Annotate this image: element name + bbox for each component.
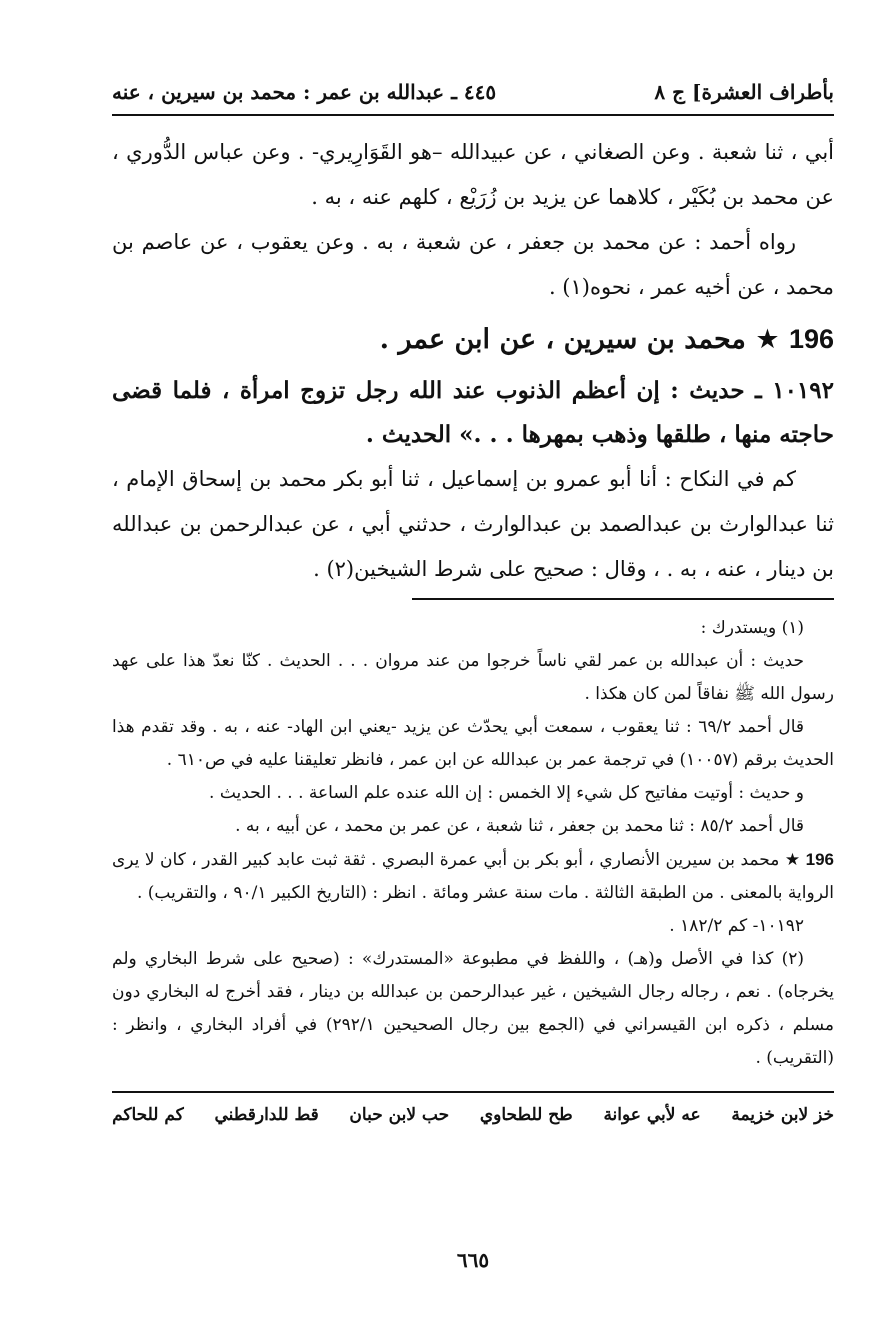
section-heading [112, 314, 834, 365]
abbreviations-key [112, 1105, 834, 1125]
abbr-item: خز لابن خزيمة [731, 1105, 834, 1125]
footnote-bio-text: محمد بن سيرين الأنصاري ، أبو بكر بن أبي عمرة البصري . ثقة ثبت عابد كبير القدر ، كان لا يرى الرواية بالمعنى . من الطبقة الثالثة . مات سنة عشر ومائة . انظر : (التاريخ الكبير ٩٠/١ ، والتقريب) . [112, 850, 834, 903]
abbr-item: قط للدارقطني [214, 1105, 319, 1125]
footnote-1-hadith-2: و حديث : أوتيت مفاتيح كل شيء إلا الخمس : إن الله عنده علم الساعة . . . الحديث . [209, 783, 804, 803]
abbr-item: حب لابن حبان [349, 1105, 450, 1125]
star-icon: ★ [784, 850, 801, 870]
footnote-1-hadith: حديث : أن عبدالله بن عمر لقي ناساً خرجوا من عند مروان . . . الحديث . كنّا نعدّ هذا على عهد رسول الله ﷺ نفاقاً لمن كان هكذا . [112, 651, 834, 704]
footnote-1-heading: (١) ويستدرك : [700, 618, 804, 638]
footnote-2: (٢) كذا في الأصل و(هـ) ، واللفظ في مطبوعة «المستدرك» : (صحيح على شرط البخاري ولم يخرجاه) . نعم ، رجاله رجال الشيخين ، غير عبدالرحمن بن عبدالله بن دينار ، فقد أخرج له البخاري دون مسلم ، ذكره ابن القيسراني في (الجمع بين رجال الصحيحين ٢٩٢/١) في أفراد البخاري ، وانظر : (التقريب) . [112, 949, 834, 1068]
footnote-separator [412, 598, 834, 600]
main-text [112, 130, 834, 592]
page-number: ٦٦٥ [456, 1248, 490, 1272]
header-volume: بأطراف العشرة] ج ٨ [654, 80, 834, 104]
paragraph-1: أبي ، ثنا شعبة . وعن الصغاني ، عن عبيدالله –هو القَوَارِيري- . وعن عباس الدُّوري ، عن محمد بن بُكَيْر ، كلاهما عن يزيد بن زُرَيْع ، كلهم عنه ، به . [112, 140, 834, 209]
section-number: 196 [788, 324, 834, 354]
footnote-1-source: قال أحمد ٦٩/٢ : ثنا يعقوب ، سمعت أبي يحدّث عن يزيد -يعني ابن الهاد- عنه ، به . وقد تقدم هذا الحديث برقم (١٠٠٥٧) في ترجمة عمر بن عبدالله عن ابن عمر ، فانظر تعليقنا عليه في ص٦١٠ . [112, 717, 834, 770]
footnotes [112, 612, 834, 1075]
book-page [112, 80, 834, 1272]
abbr-item: عه لأبي عوانة [603, 1105, 701, 1125]
hadith-heading: ١٠١٩٢ ـ حديث : إن أعظم الذنوب عند الله رجل تزوج امرأة ، فلما قضى حاجته منها ، طلقها وذهب بمهرها . . .» الحديث . [112, 377, 834, 448]
footnote-narrator-bio [112, 843, 834, 910]
paragraph-3: كم في النكاح : أنا أبو عمرو بن إسماعيل ، ثنا أبو بكر محمد بن إسحاق الإمام ، ثنا عبدالوارث بن عبدالصمد بن عبدالوارث ، حدثني أبي ، عن عبدالرحمن بن عبدالله بن دينار ، عنه ، به . ، وقال : صحيح على شرط الشيخين(٢) . [112, 467, 834, 581]
section-title: محمد بن سيرين ، عن ابن عمر . [379, 324, 746, 355]
header-chapter: ٤٤٥ ـ عبدالله بن عمر : محمد بن سيرين ، عنه [112, 80, 497, 104]
star-icon: ★ [755, 324, 780, 355]
running-header [112, 80, 834, 116]
footnote-section-number: 196 [805, 850, 834, 869]
abbr-item: طح للطحاوي [479, 1105, 573, 1125]
footnote-reference: ١٠١٩٢- كم ١٨٢/٢ . [669, 916, 804, 936]
paragraph-2: رواه أحمد : عن محمد بن جعفر ، عن شعبة ، به . وعن يعقوب ، عن عاصم بن محمد ، عن أخيه عمر ، نحوه(١) . [112, 230, 834, 299]
abbreviations-rule [112, 1091, 834, 1093]
abbr-item: كم للحاكم [112, 1105, 184, 1125]
footnote-1-source-2: قال أحمد ٨٥/٢ : ثنا محمد بن جعفر ، ثنا شعبة ، عن عمر بن محمد ، عن أبيه ، به . [235, 816, 804, 836]
